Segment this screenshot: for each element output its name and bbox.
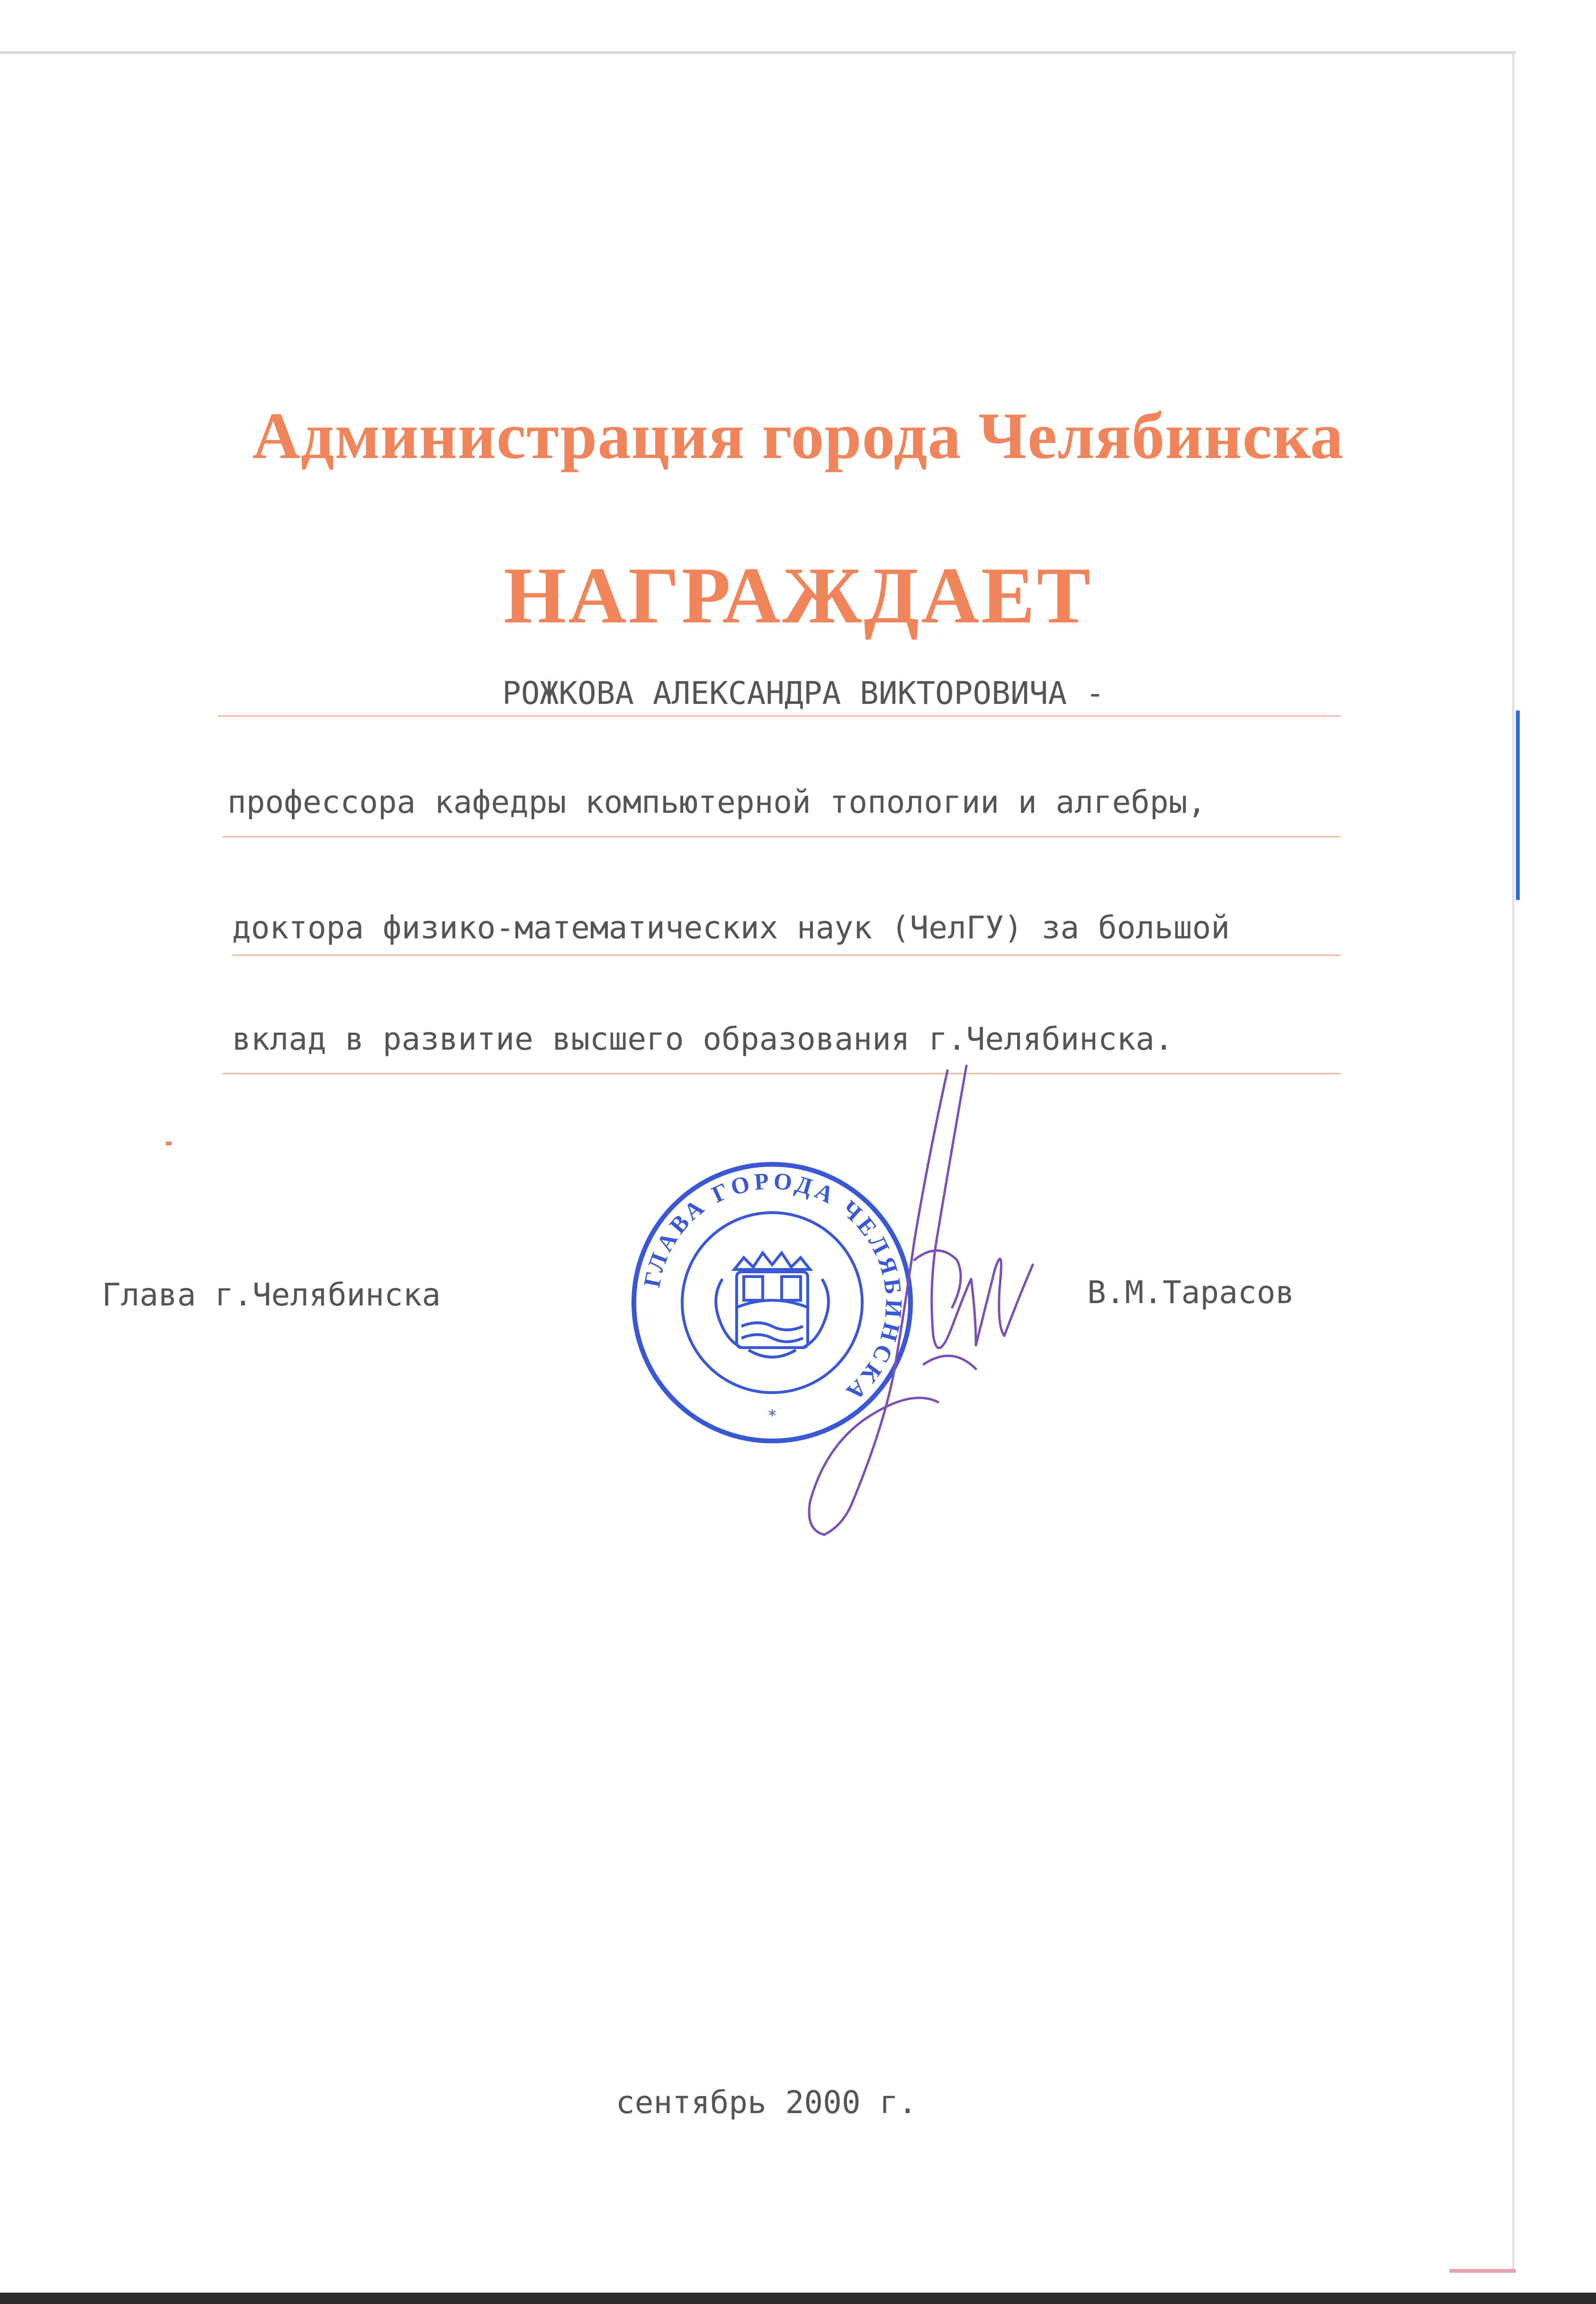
recipient-name: РОЖКОВА АЛЕКСАНДРА ВИКТОРОВИЧА - [502,675,1105,711]
orange-speck [166,1142,171,1145]
underline-1 [218,715,1341,717]
body-line-2: профессора кафедры компьютерной топологии и алгебры, [227,784,1207,820]
handwritten-signature [796,1061,1042,1544]
blue-edge-mark [1516,711,1520,900]
issue-date: сентябрь 2000 г. [616,2084,917,2121]
body-line-3: доктора физико-математических наук (ЧелГУ) за большой [232,909,1230,946]
underline-4 [223,1073,1341,1074]
underline-2 [223,836,1341,837]
signer-name: В.М.Тарасов [1087,1274,1295,1311]
underline-3 [232,954,1341,956]
award-heading: НАГРАЖДАЕТ [504,551,1092,640]
seal-ring-text: ГЛАВА ГОРОДА ЧЕЛЯБИНСКА [638,1167,908,1409]
pink-edge-mark [1450,2269,1516,2273]
body-line-4: вклад в развитие высшего образования г.Челябинска. [232,1021,1173,1057]
scan-right-edge [1512,51,1515,2273]
position-title: Глава г.Челябинска [102,1277,441,1313]
scan-bottom-edge [0,2293,1596,2304]
scan-top-edge [0,51,1516,54]
certificate-header: Администрация города Челябинска [252,399,1344,473]
seal-star: * [768,1406,776,1425]
